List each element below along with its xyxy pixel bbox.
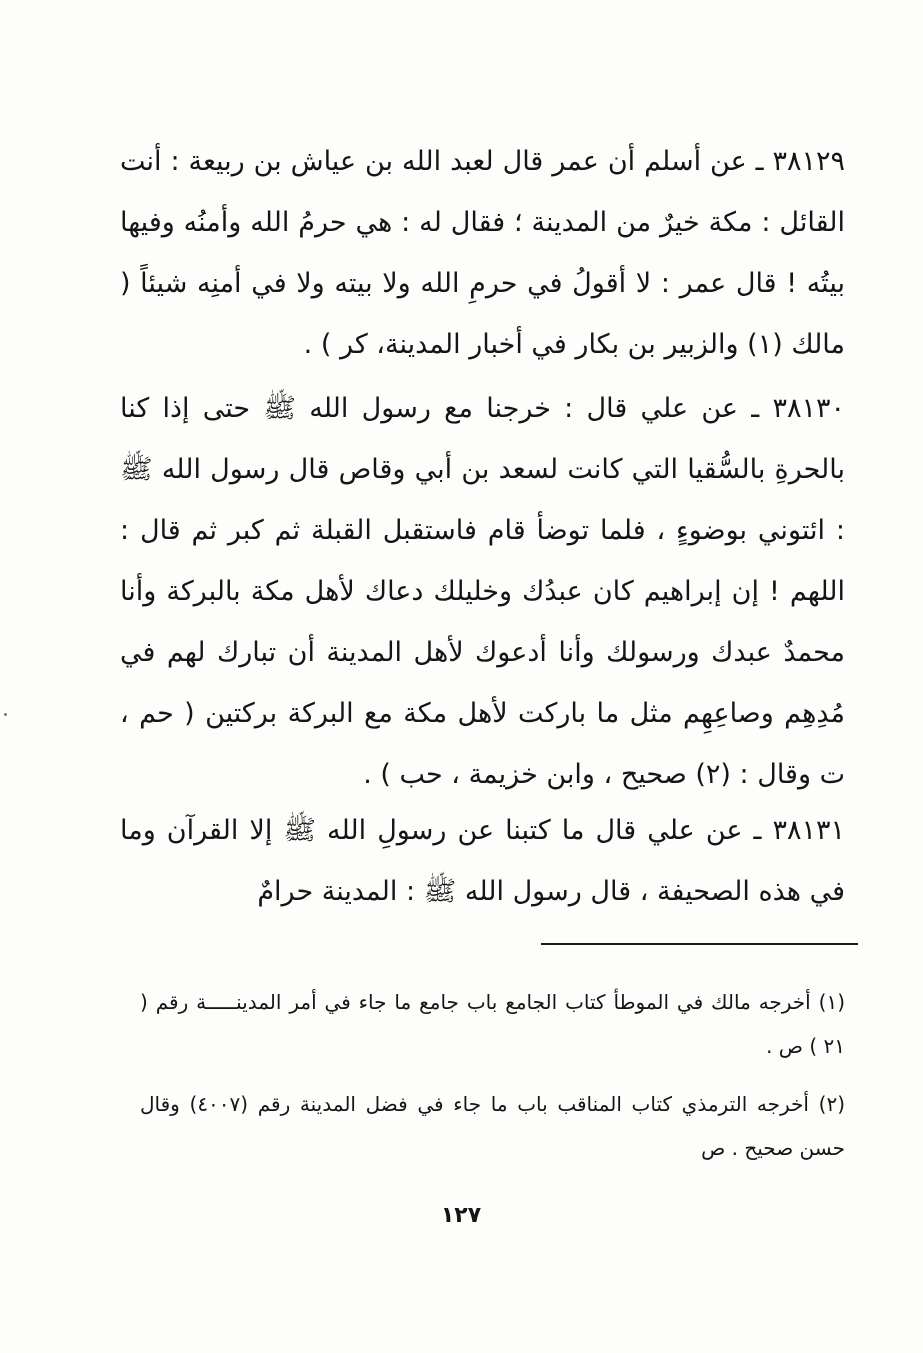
hadith-38131: ٣٨١٣١ ـ عن علي قال ما كتبنا عن رسولِ الله ﷺ إلا القرآن وما في هذه الصحيفة ، قال رسول الله ﷺ : المدينة حرامٌ xyxy=(120,815,845,907)
scan-speck xyxy=(4,713,7,716)
hadith-38129: ٣٨١٢٩ ـ عن أسلم أن عمر قال لعبد الله بن عياش بن ربيعة : أنت القائل : مكة خيرٌ من المدينة ؛ فقال له : هي حرمُ الله وأمنُه وفيها بيتُه ! قال عمر : لا أقولُ في حرمِ الله ولا بيته ولا في أمنِه شيئاً ( مالك (١) والزبير بن بكار في أخبار المدينة، كر ) . xyxy=(120,146,845,360)
page-number: ١٢٧ xyxy=(440,1203,482,1228)
footnote-2: (٢) أخرجه الترمذي كتاب المناقب باب ما جاء في فضل المدينة رقم (٤٠٠٧) وقال حسن صحيح . ص xyxy=(140,1092,845,1160)
hadith-38130: ٣٨١٣٠ ـ عن علي قال : خرجنا مع رسول الله ﷺ حتى إذا كنا بالحرةِ بالسُّقيا التي كانت لسعد بن أبي وقاص قال رسول الله ﷺ : ائتوني بوضوءٍ ، فلما توضأ قام فاستقبل القبلة ثم كبر ثم قال : اللهم ! إن إبراهيم كان عبدُك وخليلك دعاك لأهل مكة بالبركة وأنا محمدٌ عبدك ورسولك وأنا أدعوك لأهل المدينة أن تبارك لهم في مُدِهِم وصاعِهِم مثل ما باركت لأهل مكة مع البركة بركتين ( حم ، ت وقال : (٢) صحيح ، وابن خزيمة ، حب ) . xyxy=(120,393,845,790)
footnote-separator xyxy=(541,943,858,945)
footnote-1: (١) أخرجه مالك في الموطأ كتاب الجامع باب جامع ما جاء في أمر المدينـــــة رقم ( ٢١ ) ص . xyxy=(140,990,845,1058)
